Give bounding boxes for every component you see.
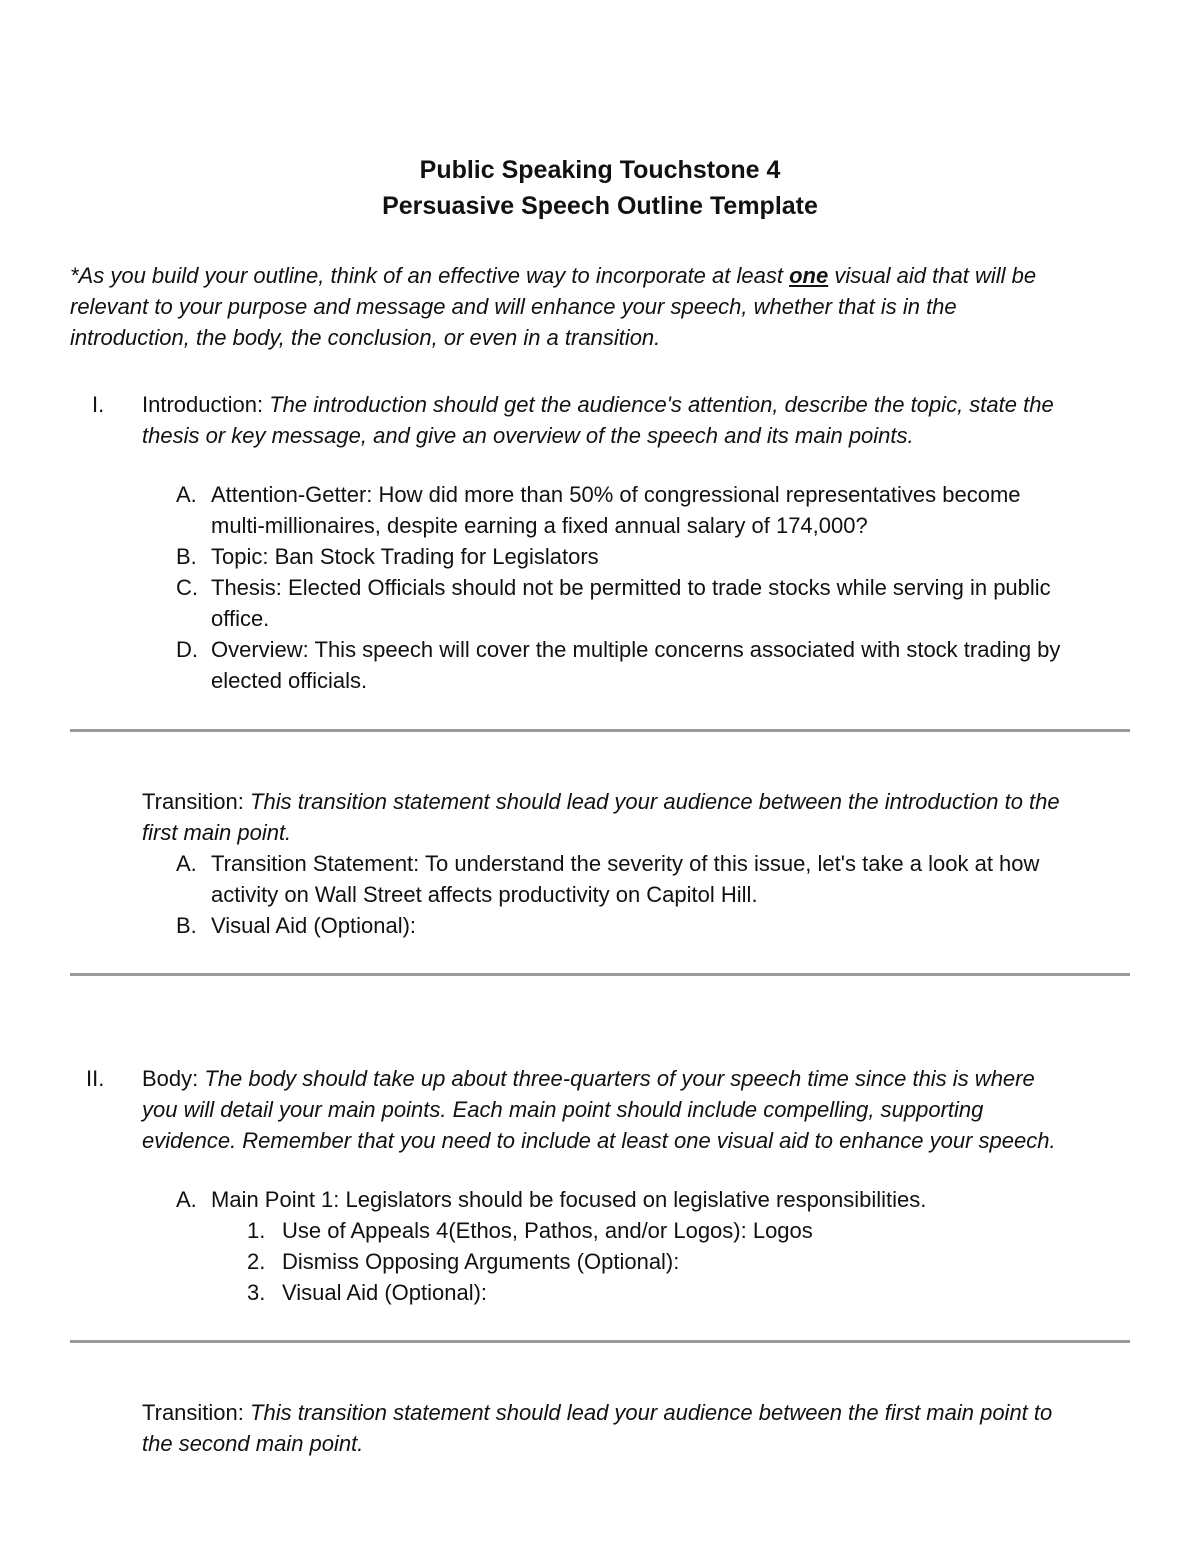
section-divider — [70, 729, 1130, 732]
instruction-note-text: *As you build your outline, think of an effective way to incorporate at least — [70, 263, 790, 288]
section-numeral: II. — [86, 1066, 105, 1091]
list-number: 1. — [247, 1218, 266, 1243]
section-divider — [70, 1340, 1130, 1343]
list-letter: D. — [176, 637, 198, 662]
instruction-note-line3: introduction, the body, the conclusion, or even in a transition. — [70, 325, 661, 350]
transition-label: Transition: — [142, 789, 251, 814]
body-description: The body should take up about three-quarters of your speech time since this is where — [204, 1066, 1035, 1091]
overview-cont: elected officials. — [211, 668, 368, 693]
transition-heading — [142, 786, 1060, 817]
body-label: Body: — [142, 1066, 205, 1091]
instruction-note-line1 — [70, 260, 1036, 291]
instruction-note-line2: relevant to your purpose and message and will enhance your speech, whether that is in the — [70, 294, 957, 319]
overview: Overview: This speech will cover the multiple concerns associated with stock trading by — [211, 637, 1061, 662]
transition-heading — [142, 1397, 1052, 1428]
list-letter: B. — [176, 544, 197, 569]
list-letter: A. — [176, 1187, 197, 1212]
transition-description-line2: first main point. — [142, 820, 292, 845]
list-number: 2. — [247, 1249, 266, 1274]
transition-description-line2: the second main point. — [142, 1431, 364, 1456]
thesis-cont: office. — [211, 606, 270, 631]
section-numeral: I. — [92, 392, 105, 417]
visual-aid: Visual Aid (Optional): — [282, 1280, 488, 1305]
attention-getter-cont: multi-millionaires, despite earning a fixed annual salary of 174,000? — [211, 513, 868, 538]
visual-aid: Visual Aid (Optional): — [211, 913, 417, 938]
list-letter: B. — [176, 913, 197, 938]
section-divider — [70, 973, 1130, 976]
topic: Topic: Ban Stock Trading for Legislators — [211, 544, 599, 569]
list-letter: A. — [176, 482, 197, 507]
document-title: Public Speaking Touchstone 4 — [419, 156, 781, 184]
main-point-1: Main Point 1: Legislators should be focused on legislative responsibilities. — [211, 1187, 927, 1212]
transition-label: Transition: — [142, 1400, 251, 1425]
thesis: Thesis: Elected Officials should not be permitted to trade stocks while serving in public — [211, 575, 1051, 600]
instruction-note-emphasis: one — [789, 263, 829, 288]
transition-statement-cont: activity on Wall Street affects productivity on Capitol Hill. — [211, 882, 758, 907]
transition-description: This transition statement should lead your audience between the first main point to — [250, 1400, 1053, 1425]
list-number: 3. — [247, 1280, 266, 1305]
list-letter: C. — [176, 575, 198, 600]
appeals: Use of Appeals 4(Ethos, Pathos, and/or Logos): Logos — [282, 1218, 813, 1243]
body-description-line3: evidence. Remember that you need to include at least one visual aid to enhance your speech. — [142, 1128, 1056, 1153]
opposing-arguments: Dismiss Opposing Arguments (Optional): — [282, 1249, 680, 1274]
list-letter: A. — [176, 851, 197, 876]
transition-description: This transition statement should lead your audience between the introduction to the — [250, 789, 1060, 814]
body-description-line2: you will detail your main points. Each main point should include compelling, supporting — [142, 1097, 984, 1122]
intro-description-line2: thesis or key message, and give an overview of the speech and its main points. — [142, 423, 914, 448]
intro-description: The introduction should get the audience's attention, describe the topic, state the — [269, 392, 1054, 417]
transition-statement: Transition Statement: To understand the severity of this issue, let's take a look at how — [211, 851, 1040, 876]
body-heading — [142, 1063, 1035, 1094]
document-subtitle: Persuasive Speech Outline Template — [382, 192, 818, 220]
attention-getter: Attention-Getter: How did more than 50% of congressional representatives become — [211, 482, 1021, 507]
intro-label: Introduction: — [142, 392, 270, 417]
instruction-note-text: visual aid that will be — [828, 263, 1037, 288]
intro-heading — [142, 389, 1054, 420]
